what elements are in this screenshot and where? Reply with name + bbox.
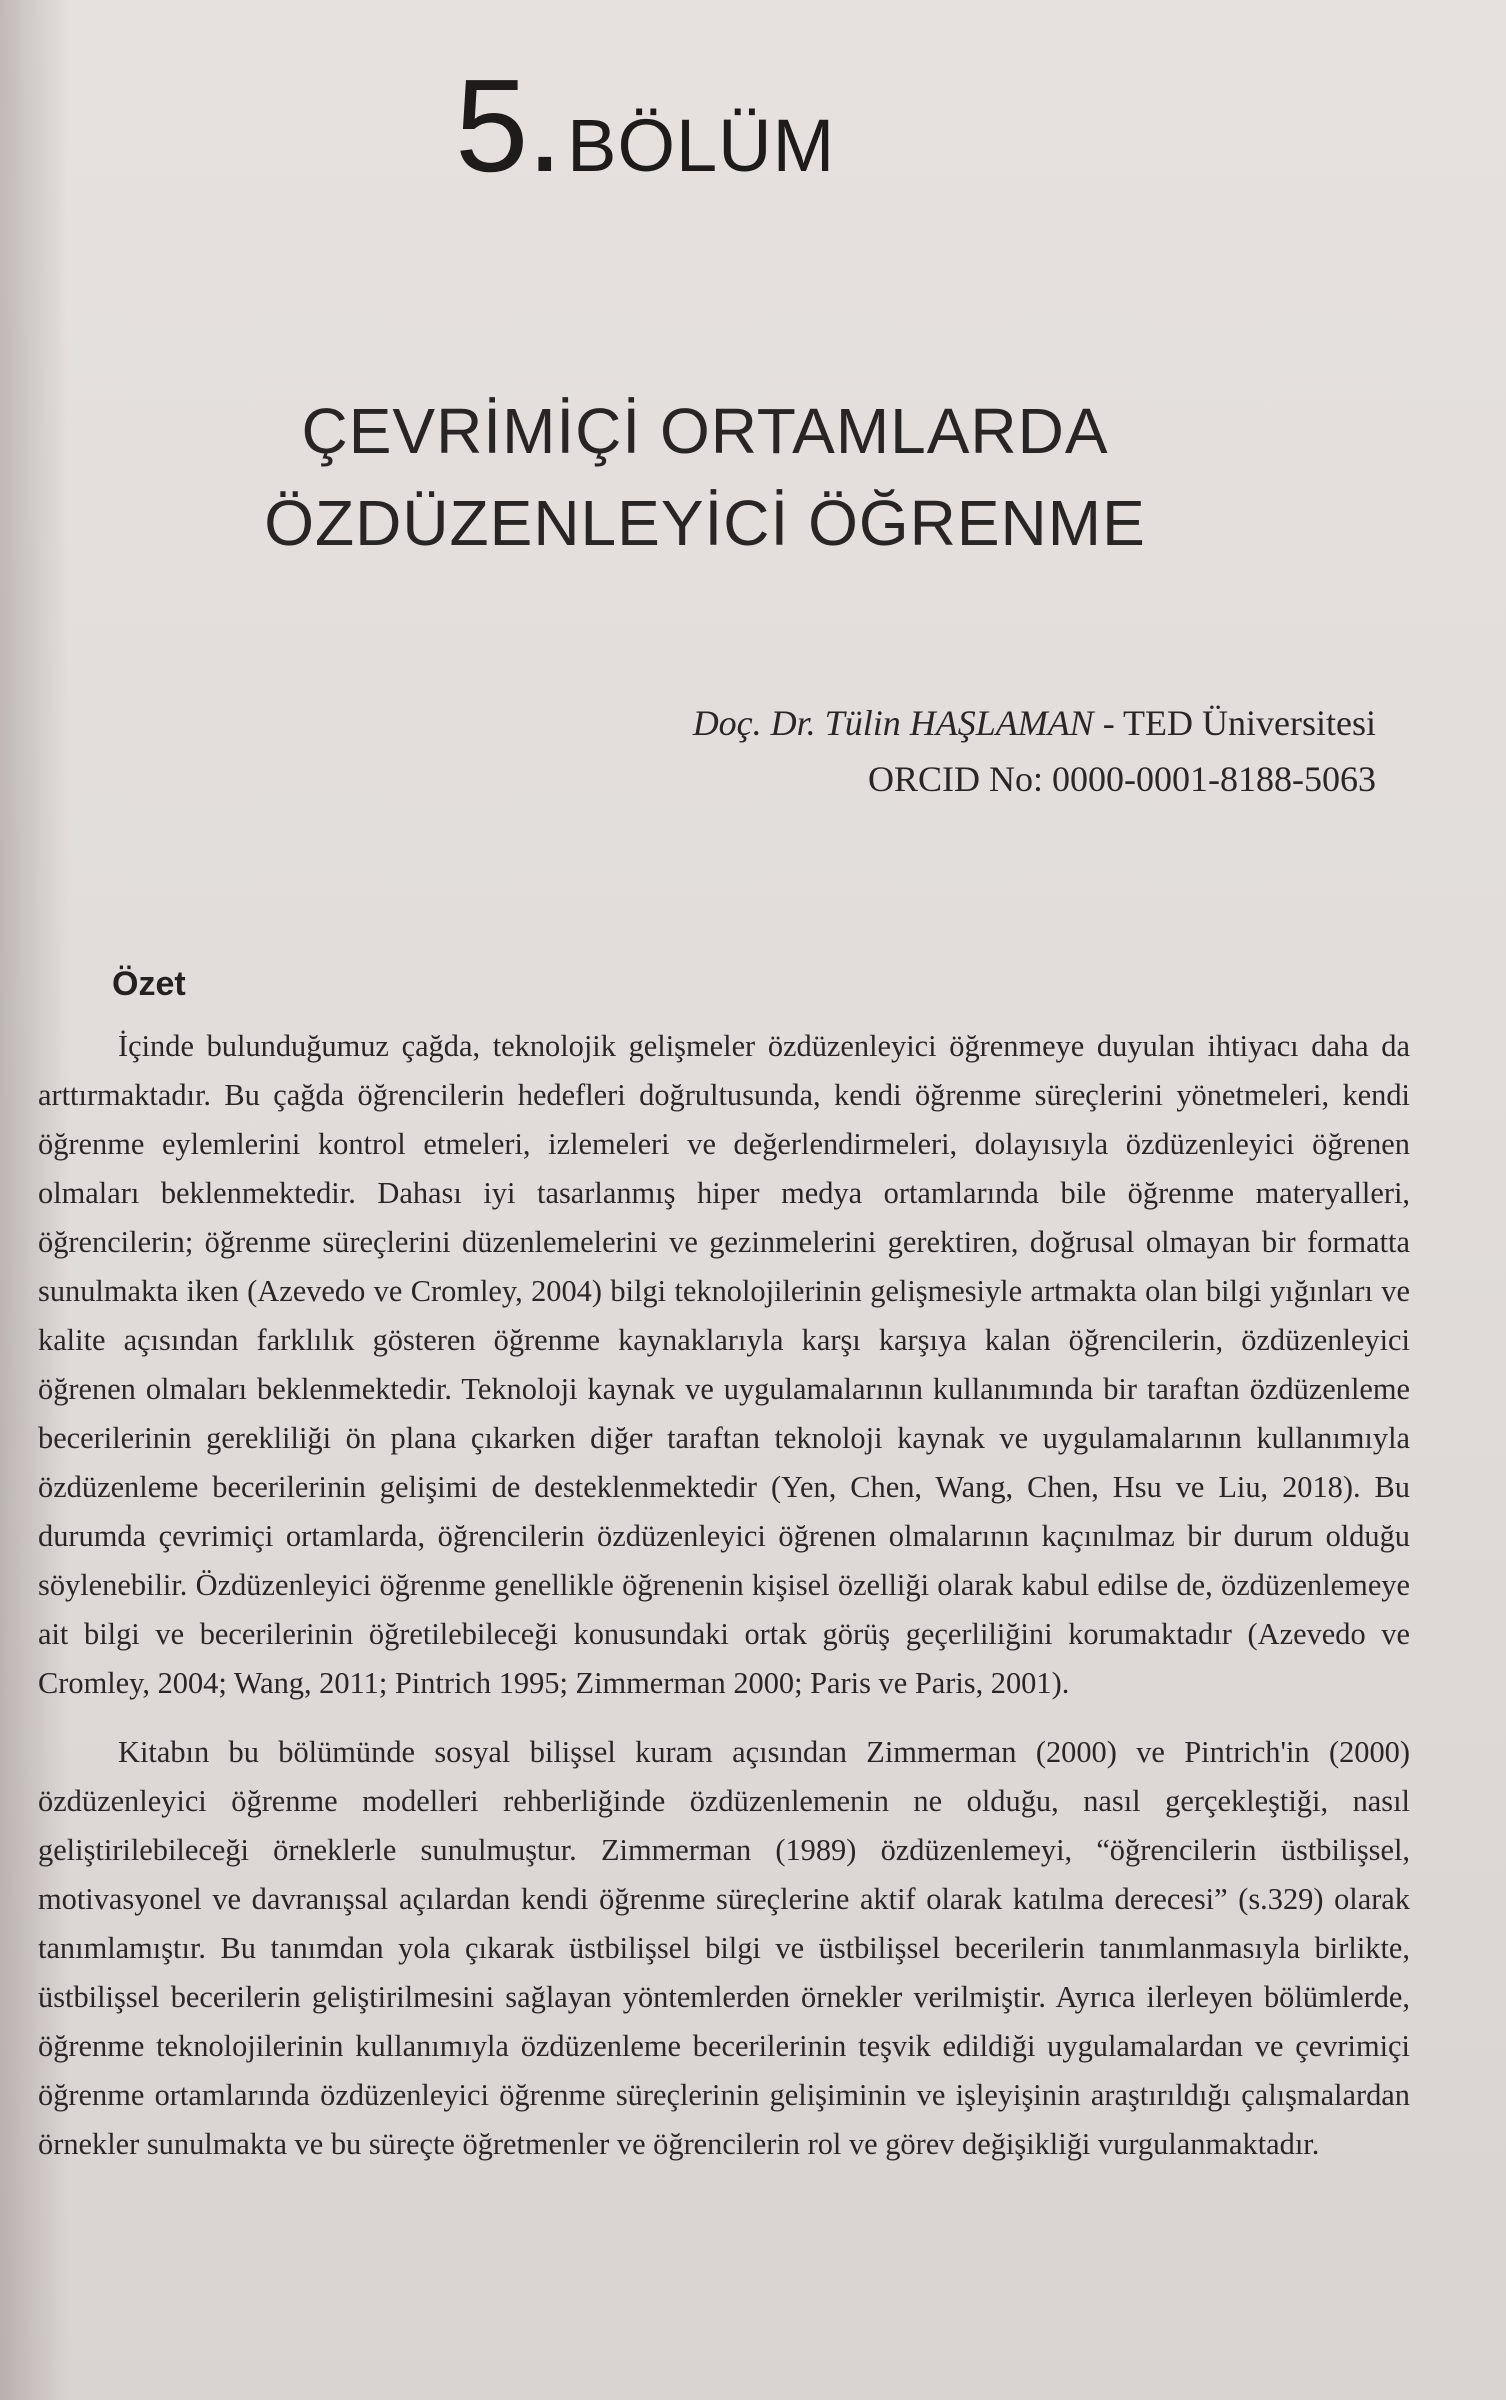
abstract-paragraph-2: Kitabın bu bölümünde sosyal bilişsel kuram açısından Zimmerman (2000) ve Pintrich'in (2000) özdüzenleyici öğrenme modelleri rehberliğinde özdüzenlemenin ne olduğu, nasıl gerçekleştiği, nasıl geliştirilebileceği örneklerle sunulmuştur. Zimmerman (1989) özdüzenlemeyi, “öğrencilerin üstbilişsel, motivasyonel ve davranışsal açılardan kendi öğrenme süreçlerine aktif olarak katılma derecesi” (s.329) olarak tanımlamıştır. Bu tanımdan yola çıkarak üstbilişsel bilgi ve üstbilişsel becerilerin tanımlanmasıyla birlikte, üstbilişsel becerilerin geliştirilmesini sağlayan yöntemlerden örnekler verilmiştir. Ayrıca ilerleyen bölümlerde, öğrenme teknolojilerinin kullanımıyla özdüzenleme becerilerinin teşvik edildiği uygulamalardan ve çevrimiçi öğrenme ortamlarında özdüzenleyici öğrenme süreçlerinin gelişiminin ve işleyişinin araştırıldığı çalışmalardan örnekler sunulmakta ve bu süreçte öğretmenler ve öğrencilerin rol ve görev değişikliği vurgulanmaktadır. [38, 1735, 1410, 2161]
chapter-heading [455, 52, 836, 199]
author-orcid: ORCID No: 0000-0001-8188-5063 [868, 759, 1376, 799]
author-affiliation: - TED Üniversitesi [1093, 703, 1376, 743]
abstract-paragraph-1: İçinde bulunduğumuz çağda, teknolojik gelişmeler özdüzenleyici öğrenmeye duyulan ihtiyacı daha da arttırmaktadır. Bu çağda öğrencilerin hedefleri doğrultusunda, kendi öğrenme süreçlerini yönetmeleri, kendi öğrenme eylemlerini kontrol etmeleri, izlemeleri ve değerlendirmeleri, dolayısıyla özdüzenleyici öğrenen olmaları beklenmektedir. Dahası iyi tasarlanmış hiper medya ortamlarında bile öğrenme materyalleri, öğrencilerin; öğrenme süreçlerini düzenlemelerini ve gezinmelerini gerektiren, doğrusal olmayan bir formatta sunulmakta iken (Azevedo ve Cromley, 2004) bilgi teknolojilerinin gelişmesiyle artmakta olan bilgi yığınları ve kalite açısından farklılık gösteren öğrenme kaynaklarıyla karşı karşıya kalan öğrencilerin, özdüzenleyici öğrenen olmaları beklenmektedir. Teknoloji kaynak ve uygulamalarının kullanımında bir taraftan özdüzenleme becerilerinin gerekliliği ön plana çıkarken diğer taraftan teknoloji kaynak ve uygulamalarının kullanımıyla özdüzenleme becerilerinin gelişimi de desteklenmektedir (Yen, Chen, Wang, Chen, Hsu ve Liu, 2018). Bu durumda çevrimiçi ortamlarda, öğrencilerin özdüzenleyici öğrenen olmalarının kaçınılmaz bir durum olduğu söylenebilir. Özdüzenleyici öğrenme genellikle öğrenenin kişisel özelliği olarak kabul edilse de, özdüzenlemeye ait bilgi ve becerilerinin öğretilebileceği konusundaki ortak görüş geçerliliğini korumaktadır (Azevedo ve Cromley, 2004; Wang, 2011; Pintrich 1995; Zimmerman 2000; Paris ve Paris, 2001). [38, 1029, 1410, 1700]
abstract-body [38, 1022, 1410, 2189]
chapter-title [0, 385, 1410, 569]
chapter-label: BÖLÜM [567, 104, 836, 187]
abstract-heading: Özet [112, 965, 186, 1003]
author-block [693, 695, 1376, 807]
author-name: Doç. Dr. Tülin HAŞLAMAN [692, 703, 1094, 743]
chapter-title-line-1: ÇEVRİMİÇİ ORTAMLARDA [301, 395, 1109, 467]
chapter-number: 5. [455, 52, 562, 199]
chapter-title-line-2: ÖZDÜZENLEYİCİ ÖĞRENME [264, 487, 1146, 559]
author-line [693, 695, 1376, 751]
